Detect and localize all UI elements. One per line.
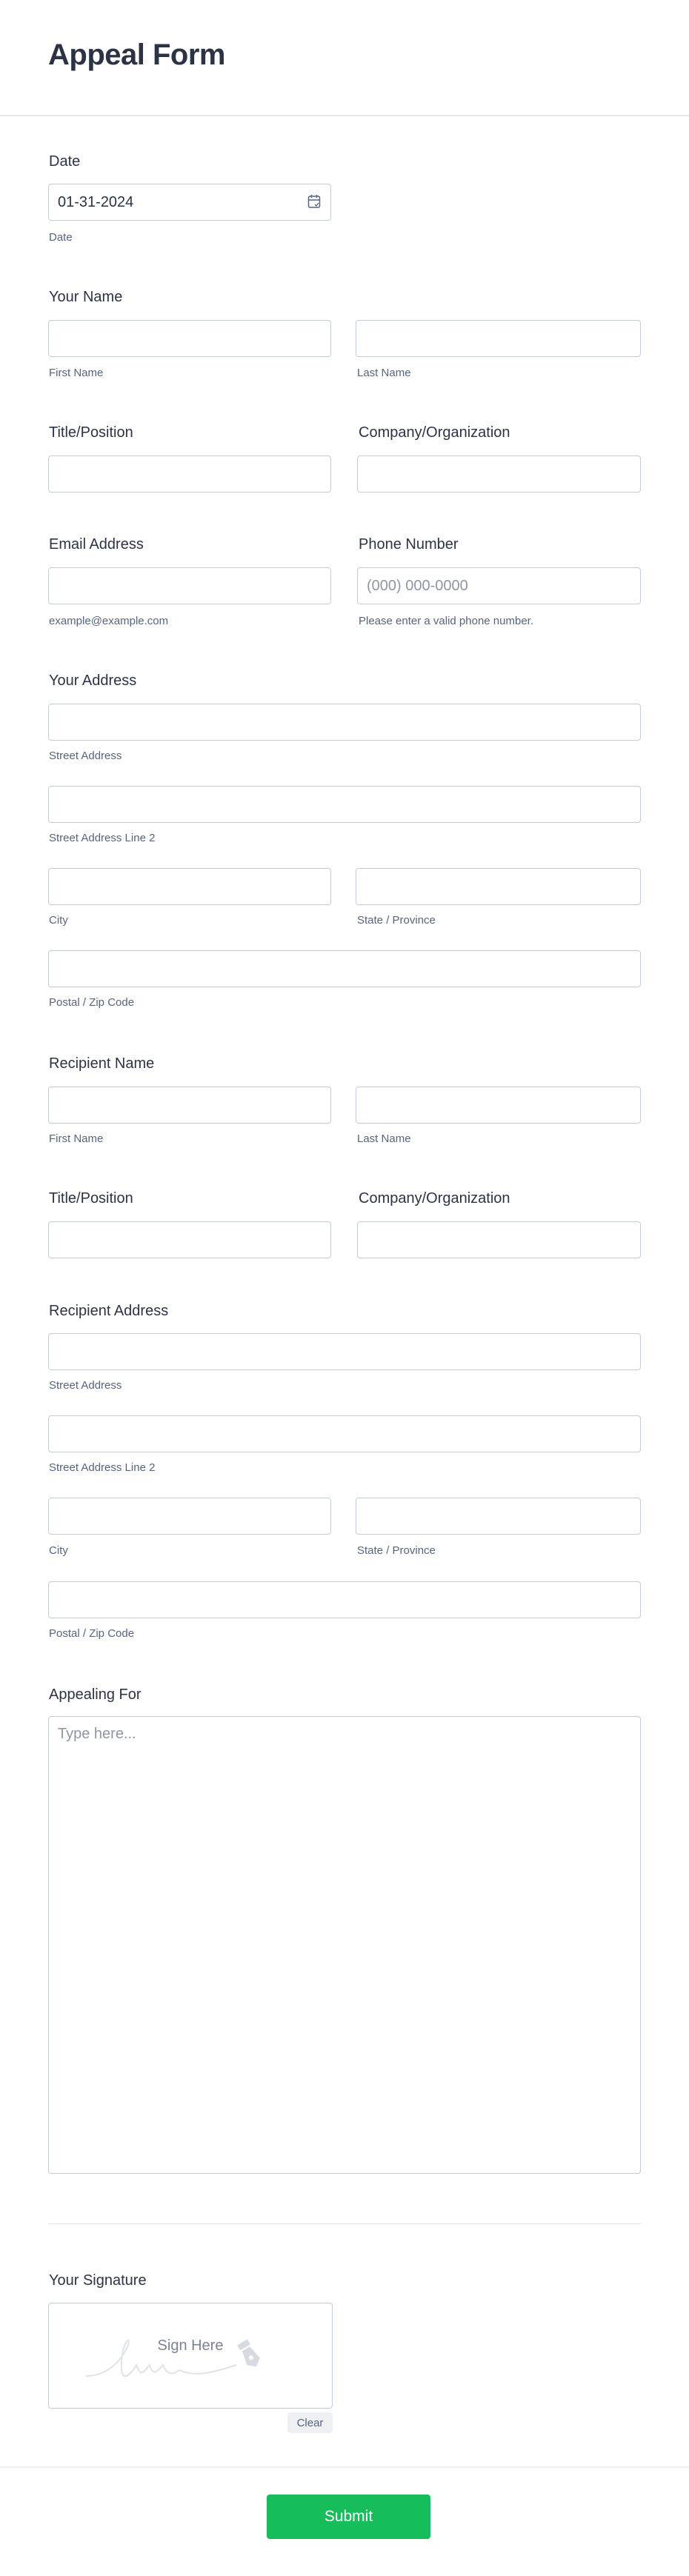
postal-code-sublabel: Postal / Zip Code <box>49 996 135 1009</box>
recipient-postal-input[interactable] <box>48 1581 641 1618</box>
company-label: Company/Organization <box>359 424 510 441</box>
street-address-line2-sublabel: Street Address Line 2 <box>49 832 156 844</box>
submit-button[interactable]: Submit <box>267 2495 430 2539</box>
email-input[interactable] <box>48 567 331 604</box>
email-sublabel: example@example.com <box>49 615 169 627</box>
recipient-street2-input[interactable] <box>48 1415 641 1452</box>
first-name-input[interactable] <box>48 320 331 357</box>
recipient-title-label: Title/Position <box>49 1190 133 1207</box>
header-divider <box>0 115 689 116</box>
signature-label: Your Signature <box>49 2272 147 2289</box>
your-name-label: Your Name <box>49 289 123 305</box>
state-sublabel: State / Province <box>357 914 436 927</box>
signature-pen-icon <box>84 2332 299 2391</box>
postal-code-input[interactable] <box>48 950 641 987</box>
recipient-address-label: Recipient Address <box>49 1303 169 1319</box>
recipient-postal-sublabel: Postal / Zip Code <box>49 1627 135 1640</box>
footer-divider <box>0 2466 689 2468</box>
recipient-state-sublabel: State / Province <box>357 1544 436 1557</box>
recipient-city-sublabel: City <box>49 1544 68 1557</box>
recipient-last-name-input[interactable] <box>356 1087 641 1124</box>
street-address-sublabel: Street Address <box>49 750 122 762</box>
phone-input[interactable] <box>357 567 641 604</box>
city-input[interactable] <box>48 868 331 905</box>
recipient-first-name-sublabel: First Name <box>49 1132 104 1145</box>
date-field[interactable] <box>48 184 331 221</box>
signature-pad[interactable] <box>48 2303 333 2409</box>
calendar-icon[interactable] <box>307 194 321 209</box>
recipient-company-input[interactable] <box>357 1221 641 1258</box>
recipient-street2-sublabel: Street Address Line 2 <box>49 1461 156 1474</box>
sign-here-hint: Sign Here <box>157 2338 224 2354</box>
date-sublabel: Date <box>49 231 73 244</box>
recipient-name-label: Recipient Name <box>49 1055 155 1072</box>
phone-sublabel: Please enter a valid phone number. <box>359 615 533 627</box>
email-label: Email Address <box>49 536 144 553</box>
city-sublabel: City <box>49 914 68 927</box>
company-input[interactable] <box>357 456 641 493</box>
street-address-line2-input[interactable] <box>48 786 641 823</box>
your-address-label: Your Address <box>49 673 137 689</box>
date-label: Date <box>49 153 81 170</box>
appealing-for-textarea[interactable] <box>48 1716 641 2174</box>
section-divider <box>48 2223 641 2224</box>
first-name-sublabel: First Name <box>49 367 104 379</box>
title-position-input[interactable] <box>48 456 331 493</box>
recipient-company-label: Company/Organization <box>359 1190 510 1207</box>
last-name-sublabel: Last Name <box>357 367 411 379</box>
recipient-state-input[interactable] <box>356 1498 641 1535</box>
title-position-label: Title/Position <box>49 424 133 441</box>
phone-label: Phone Number <box>359 536 459 553</box>
last-name-input[interactable] <box>356 320 641 357</box>
date-input[interactable] <box>48 184 331 221</box>
recipient-last-name-sublabel: Last Name <box>357 1132 411 1145</box>
state-input[interactable] <box>356 868 641 905</box>
street-address-input[interactable] <box>48 704 641 741</box>
recipient-street-sublabel: Street Address <box>49 1379 122 1392</box>
appealing-for-label: Appealing For <box>49 1686 142 1703</box>
recipient-city-input[interactable] <box>48 1498 331 1535</box>
clear-signature-button[interactable]: Clear <box>287 2412 333 2433</box>
recipient-street-input[interactable] <box>48 1333 641 1370</box>
recipient-first-name-input[interactable] <box>48 1087 331 1124</box>
recipient-title-input[interactable] <box>48 1221 331 1258</box>
page-title: Appeal Form <box>48 39 225 71</box>
